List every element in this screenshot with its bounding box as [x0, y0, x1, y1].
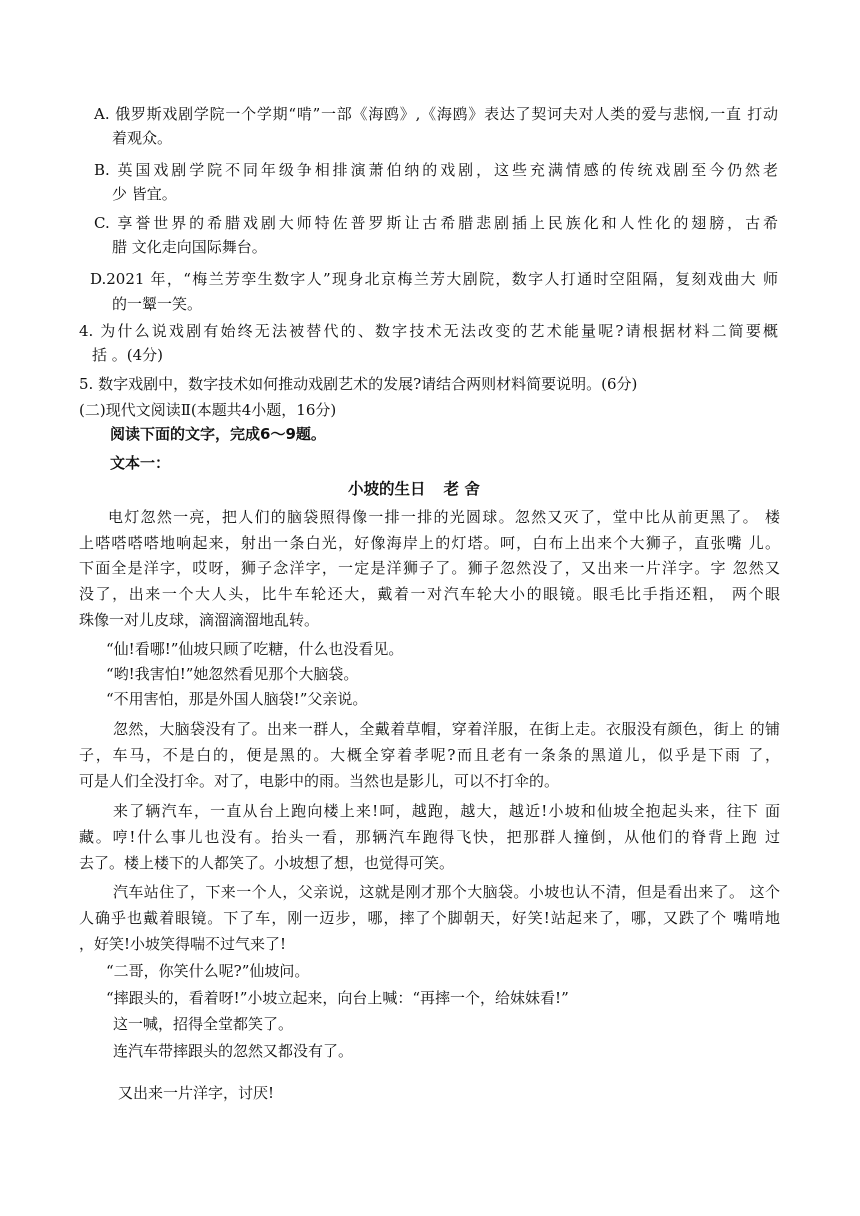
option-b-line2: 少 皆宜。: [112, 185, 177, 203]
paragraph-4-line: 汽车站住了，下来一个人，父亲说，这就是刚才那个大脑袋。小坡也认不清，但是看出来了。 这个: [113, 883, 780, 901]
paragraph-1-line: 没了，出来一个大人头，比牛车轮还大，戴着一对汽车轮大小的眼镜。眼毛比手指还粗， 两个眼: [79, 585, 780, 603]
text-one-label: 文本一：: [110, 454, 171, 472]
paragraph-2-line: 子，车马，不是白的，便是黑的。大概全穿着孝呢?而且老有一条条的黑道儿，似乎是下雨 了，: [79, 746, 780, 764]
paragraph-4-line: 人确乎也戴着眼镜。下了车，刚一迈步，哪，摔了个脚朝天，好笑!站起来了，哪，又跌了个 嘴啃地: [79, 909, 780, 927]
option-d-line1: D.2021 年，“梅兰芳孪生数字人”现身北京梅兰芳大剧院，数字人打通时空阻隔，复刻戏曲大 师: [90, 270, 778, 288]
section-heading: (二)现代文阅读Ⅱ(本题共4小题，16分): [79, 401, 337, 419]
paragraph-3-line: 去了。楼上楼下的人都笑了。小坡想了想，也觉得可笑。: [79, 854, 455, 872]
story-title-line: [348, 478, 480, 500]
paragraph-1-line: 上嗒嗒嗒嗒地响起来，射出一条白光，好像海岸上的灯塔。呵，白布上出来个大狮子，直张嘴 儿。: [79, 534, 780, 552]
paragraph-7: 又出来一片洋字，讨厌!: [118, 1084, 275, 1102]
paragraph-2-line: 忽然，大脑袋没有了。出来一群人，全戴着草帽，穿着洋服，在街上走。衣服没有颜色，街上 的铺: [113, 720, 780, 738]
dialog-line: “摔跟头的，看着呀!”小坡立起来，向台上喊：“再摔一个，给妹妹看!”: [106, 989, 569, 1007]
paragraph-4-line: ，好笑!小坡笑得喘不过气来了!: [79, 935, 287, 953]
dialog-line: “仙!看哪!”仙坡只顾了吃糖，什么也没看见。: [106, 640, 404, 658]
option-c-line2: 腊 文化走向国际舞台。: [112, 238, 267, 256]
story-title: 小坡的生日: [348, 480, 426, 498]
option-a-line1: A. 俄罗斯戏剧学院一个学期“啃”一部《海鸥》,《海鸥》表达了契诃夫对人类的爱与悲悯,一直 打动: [94, 105, 778, 123]
dialog-line: “哟!我害怕!”她忽然看见那个大脑袋。: [106, 665, 359, 683]
question-5: 5. 数字戏剧中，数字技术如何推动戏剧艺术的发展?请结合两则材料简要说明。(6分): [79, 375, 638, 393]
paragraph-1-line: 电灯忽然一亮，把人们的脑袋照得像一排一排的光圆球。忽然又灭了，堂中比从前更黑了。 楼: [108, 508, 780, 526]
paragraph-1-line: 珠像一对儿皮球，滴溜滴溜地乱转。: [79, 611, 320, 629]
section-instruction: 阅读下面的文字，完成6～9题。: [110, 425, 326, 443]
paragraph-5: 这一喊，招得全堂都笑了。: [113, 1015, 294, 1033]
option-b-line1: B. 英国戏剧学院不同年级争相排演萧伯纳的戏剧，这些充满情感的传统戏剧至今仍然老: [94, 161, 778, 179]
option-c-line1: C. 享誉世界的希腊戏剧大师特佐普罗斯让古希腊悲剧插上民族化和人性化的翅膀，古希: [94, 214, 778, 232]
question-4-line2: 括 。(4分): [92, 346, 164, 364]
paragraph-2-line: 可是人们全没打伞。对了，电影中的雨。当然也是影儿，可以不打伞的。: [79, 772, 560, 790]
question-4-line1: 4. 为什么说戏剧有始终无法被替代的、数字技术无法改变的艺术能量呢?请根据材料二简要概: [79, 322, 778, 340]
option-a-line2: 着观众。: [112, 129, 173, 147]
dialog-line: “二哥，你笑什么呢?”仙坡问。: [106, 962, 310, 980]
dialog-line: “不用害怕，那是外国人脑袋!”父亲说。: [106, 690, 368, 708]
story-author: 老 舍: [443, 480, 480, 498]
paragraph-3-line: 来了辆汽车，一直从台上跑向楼上来!呵，越跑，越大，越近!小坡和仙坡全抱起头来，往下 面: [113, 802, 780, 820]
paragraph-3-line: 藏。哼!什么事儿也没有。抬头一看，那辆汽车跑得飞快，把那群人撞倒，从他们的脊背上跑 过: [79, 828, 780, 846]
paragraph-1-line: 下面全是洋字，哎呀，狮子念洋字，一定是洋狮子了。狮子忽然没了，又出来一片洋字。字 忽然又: [79, 559, 780, 577]
paragraph-6: 连汽车带摔跟头的忽然又都没有了。: [113, 1042, 354, 1060]
option-d-line2: 的一颦一笑。: [112, 295, 203, 313]
